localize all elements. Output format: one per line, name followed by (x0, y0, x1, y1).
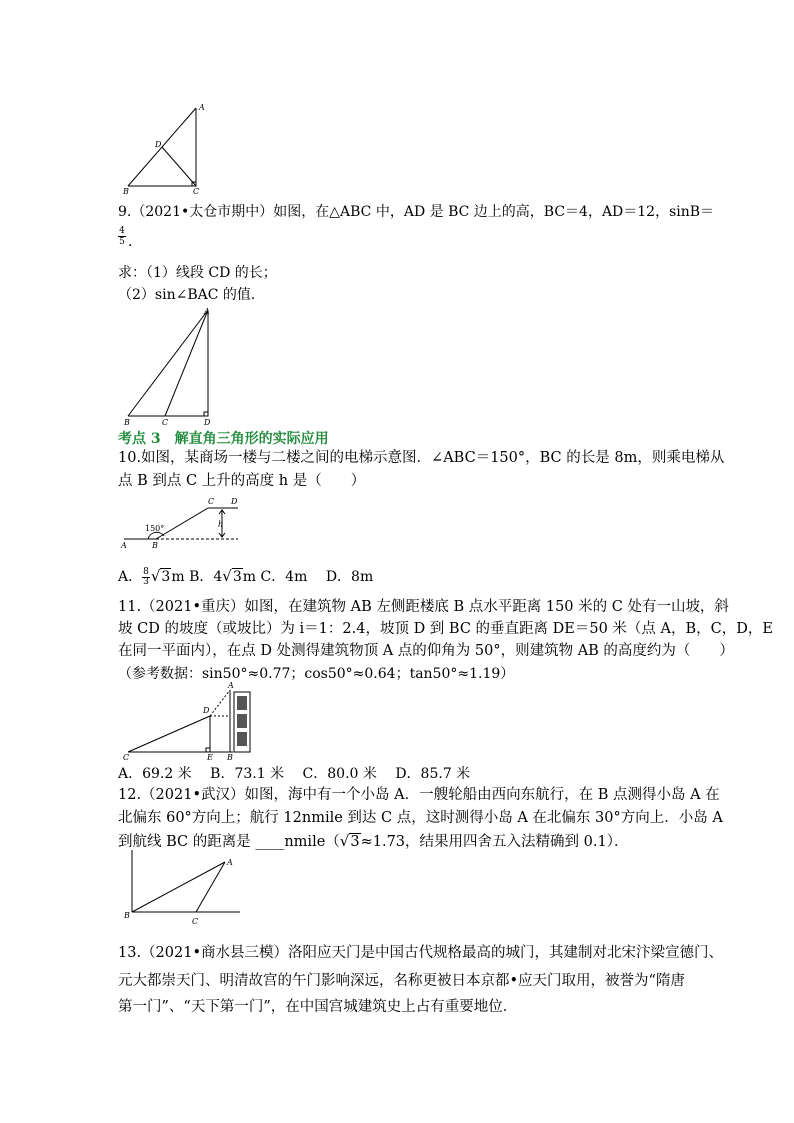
q12-line3-post: ≈1.73，结果用四舍五入法精确到 0.1）． (360, 834, 629, 850)
q10-opt-a-num: 8 (143, 566, 149, 577)
q11-label-d: D (203, 706, 210, 715)
figure-q12-island (118, 846, 248, 930)
q10-opt-b-post: m C．4m D．8m (242, 569, 374, 585)
q11-label-a: A (228, 682, 234, 690)
q10-opt-b-radicand: 3 (232, 569, 242, 585)
q10-angle-label: 150° (145, 524, 165, 533)
q10-line2: 点 B 到点 C 上升的高度 h 是（ ） (118, 473, 366, 489)
q9-label-d: D (204, 418, 211, 427)
q9-label-b: B (124, 418, 130, 427)
radical-icon: √ (339, 832, 350, 850)
figure-q10-escalator (118, 494, 243, 552)
q10-label-c: C (208, 497, 215, 506)
q11-label-c: C (123, 753, 130, 762)
q12-line2: 北偏东 60°方向上；航行 12nmile 到达 C 点，这时测得小岛 A 在北偏东 30°方向上．小岛 A (118, 810, 723, 826)
q12-radicand: 3 (350, 834, 360, 850)
q13-line1: 13.（2021•商水县三模）洛阳应天门是中国古代规格最高的城门，其建制对北宋汴梁宣德门、 (118, 945, 724, 961)
radical-icon: √ (222, 567, 232, 585)
figure-q9-triangle (118, 304, 223, 430)
q12-label-a: A (227, 858, 233, 867)
q11-label-e: E (207, 753, 213, 762)
q9-frac-tail: ． (128, 234, 142, 250)
q9-frac-num: 4 (119, 226, 125, 236)
q10-line1: 10.如图，某商场一楼与二楼之间的电梯示意图．∠ABC＝150°，BC 的长是 8m，则乘电梯从 (118, 450, 725, 466)
q12-label-b: B (124, 911, 130, 920)
q9-label-c: C (162, 418, 169, 427)
q9-ask: 求：（1）线段 CD 的长； (118, 265, 277, 281)
q10-label-d: D (231, 497, 238, 506)
q10-opt-a-radicand: 3 (161, 569, 171, 585)
q11-line3: 在同一平面内），在点 D 处测得建筑物顶 A 点的仰角为 50°，则建筑物 AB 的高度约为（ ） (118, 643, 734, 659)
label-a: A (199, 103, 205, 112)
q11-options: A．69.2 米 B．73.1 米 C．80.0 米 D．85.7 米 (118, 766, 471, 782)
q12-label-c: C (192, 917, 199, 926)
q9-frac-den: 5 (119, 237, 125, 247)
q13-line3: 第一门”、“天下第一门”，在中国宫城建筑史上占有重要地位． (118, 999, 518, 1015)
q12-line3-pre: 到航线 BC 的距离是 ____nmile（ (118, 834, 340, 850)
label-b: B (123, 187, 129, 196)
q10-options (118, 566, 373, 587)
q11-line2: 坡 CD 的坡度（或坡比）为 i＝1：2.4，坡顶 D 到 BC 的垂直距离 DE＝50 米（点 A，B，C，D，E (118, 621, 773, 637)
q11-line1: 11.（2021•重庆）如图，在建筑物 AB 左侧距楼底 B 点水平距离 150 米的 C 处有一山坡，斜 (118, 599, 729, 615)
q12-line1: 12.（2021•武汉）如图，海中有一个小岛 A．一艘轮船由西向东航行，在 B 点测得小岛 A 在 (118, 787, 720, 803)
q11-label-b: B (227, 753, 233, 762)
label-d: D (155, 140, 162, 149)
q10-opt-a-den: 3 (143, 576, 149, 587)
q9-label-a: A (204, 307, 210, 316)
radical-icon: √ (150, 567, 161, 585)
q11-line4: （参考数据：sin50°≈0.77；cos50°≈0.64；tan50°≈1.19） (118, 666, 515, 682)
figure-top-triangle (118, 100, 218, 196)
q9-fraction (118, 226, 126, 247)
label-c: C (193, 187, 200, 196)
section-heading: 考点 3 解直角三角形的实际应用 (118, 431, 329, 447)
q10-opt-a-prefix: A． (118, 569, 143, 585)
q9-ask2: （2）sin∠BAC 的值． (118, 287, 265, 303)
q10-opt-a-post: m B．4 (171, 569, 223, 585)
q10-label-h: h (218, 520, 224, 529)
q9-line1: 9.（2021•太仓市期中）如图，在△ABC 中，AD 是 BC 边上的高，BC＝4，AD＝12，sinB＝ (118, 204, 715, 220)
q13-line2: 元大都崇天门、明清故宫的午门影响深远，名称更被日本京都•应天门取用，被誉为“隋唐 (118, 973, 685, 989)
q10-opt-a-fraction (142, 568, 150, 587)
q10-label-b: B (152, 541, 158, 550)
figure-q11-building (118, 682, 258, 762)
q10-label-a: A (121, 541, 127, 550)
